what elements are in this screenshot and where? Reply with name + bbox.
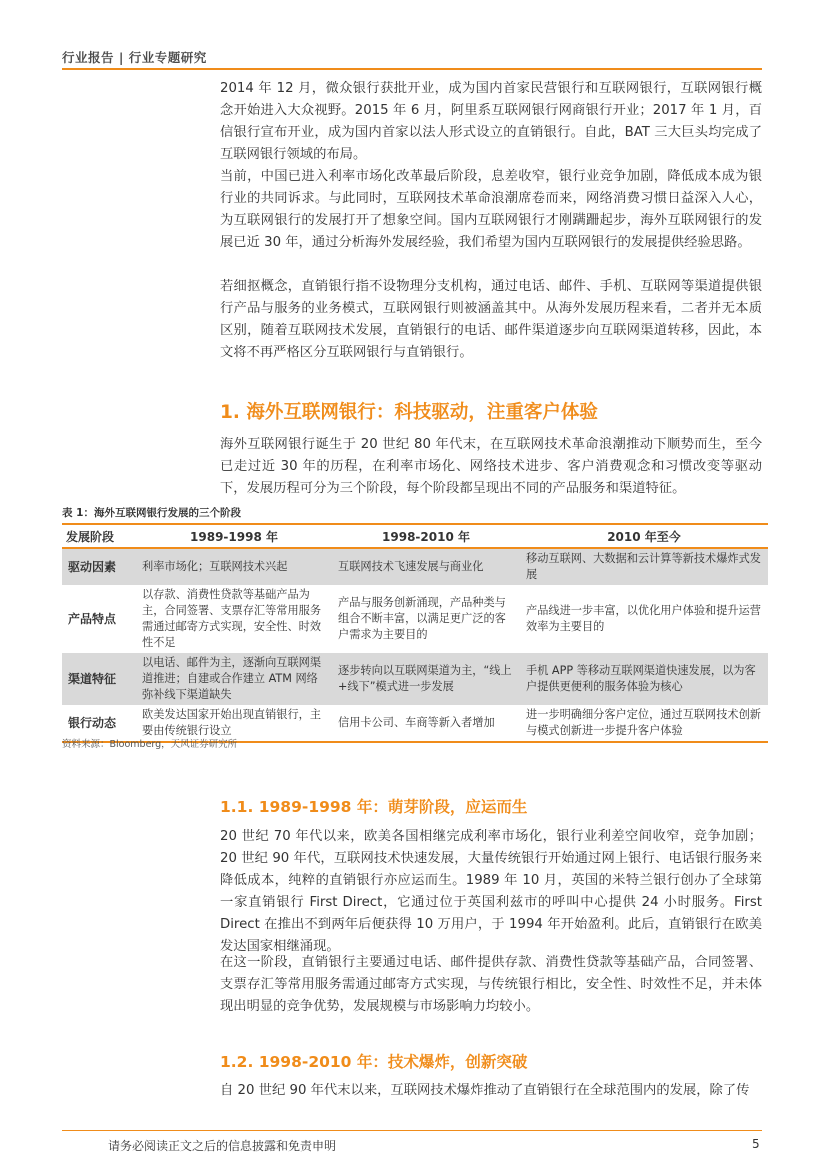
- table-cell: 手机 APP 等移动互联网渠道快速发展，以为客户提供更便利的服务体验为核心: [520, 653, 768, 705]
- subsection-paragraph: 自 20 世纪 90 年代末以来，互联网技术爆炸推动了直销银行在全球范围内的发展，除了传: [220, 1083, 750, 1098]
- table-row-label: 驱动因素: [62, 548, 136, 585]
- table-cell: 欧美发达国家开始出现直销银行，主要由传统银行设立: [142, 708, 322, 737]
- intro-paragraph: 2014 年 12 月，微众银行获批开业，成为国内首家民营银行和互联网银行，互联网银行概念开始进入大众视野。2015 年 6 月，阿里系互联网银行网商银行开业；2017 年 1 月，百信银行宣布开业，成为国内首家以法人形式设立的直销银行。自此，BAT 三大巨头均完成了互联网银行领域的布局。: [220, 81, 762, 162]
- table-row: [62, 548, 768, 585]
- table-cell: 移动互联网、大数据和云计算等新技术爆炸式发展: [520, 548, 768, 585]
- table-header-cell: 发展阶段: [62, 524, 136, 548]
- table-caption: 表 1：海外互联网银行发展的三个阶段: [62, 507, 241, 519]
- subsection-heading: 1.1. 1989-1998 年：萌芽阶段，应运而生: [220, 798, 528, 816]
- table-row-label: 渠道特征: [62, 653, 136, 705]
- header-divider: [62, 68, 762, 70]
- table-header-cell: 1998-2010 年: [332, 524, 520, 548]
- footer-divider: [62, 1130, 762, 1131]
- intro-paragraph: 若细抠概念，直销银行指不设物理分支机构，通过电话、邮件、手机、互联网等渠道提供银行产品与服务的业务模式，互联网银行则被涵盖其中。从海外发展历程来看，二者并无本质区别，随着互联网技术发展，直销银行的电话、邮件渠道逐步向互联网渠道转移，因此，本文将不再严格区分互联网银行与直销银行。: [220, 279, 762, 360]
- table-cell: 产品与服务创新涌现，产品种类与组合不断丰富，以满足更广泛的客户需求为主要目的: [338, 596, 506, 641]
- table-header-row: [62, 524, 768, 548]
- section-heading: 1. 海外互联网银行：科技驱动，注重客户体验: [220, 402, 598, 423]
- subsection-heading: 1.2. 1998-2010 年：技术爆炸，创新突破: [220, 1053, 528, 1071]
- table-row: [62, 653, 768, 705]
- page-header: [62, 44, 762, 70]
- table-cell: 利率市场化；互联网技术兴起: [136, 548, 332, 585]
- subsection-paragraph: 20 世纪 70 年代以来，欧美各国相继完成利率市场化，银行业利差空间收窄，竞争加剧；20 世纪 90 年代，互联网技术快速发展，大量传统银行开始通过网上银行、电话银行服务来降低成本，纯粹的直销银行亦应运而生。1989 年 10 月，英国的米特兰银行创办了全球第一家直销银行 First Direct，它通过位于英国利兹市的呼叫中心提供 24 小时服务。First Direct 在推出不到两年后便获得 10 万用户，于 1994 年开始盈利。此后，直销银行在欧美发达国家相继涌现。: [220, 829, 762, 954]
- table-cell: 逐步转向以互联网渠道为主，“线上+线下”模式进一步发展: [332, 653, 520, 705]
- table-row-label: 银行动态: [68, 716, 117, 730]
- table-header-cell: 2010 年至今: [520, 524, 768, 548]
- header-title: 行业报告 | 行业专题研究: [62, 50, 207, 65]
- table-cell: 信用卡公司、车商等新入者增加: [338, 716, 495, 729]
- section-paragraph: 海外互联网银行诞生于 20 世纪 80 年代末，在互联网技术革命浪潮推动下顺势而生，至今已走过近 30 年的历程，在利率市场化、网络技术进步、客户消费观念和习惯改变等驱动下，发展历程可分为三个阶段，每个阶段都呈现出不同的产品服务和渠道特征。: [220, 437, 762, 496]
- table-cell: 以存款、消费性贷款等基础产品为主，合同签署、支票存汇等常用服务需通过邮寄方式实现，安全性、时效性不足: [142, 588, 322, 649]
- table-header-cell: 1989-1998 年: [136, 524, 332, 548]
- table-cell: 互联网技术飞速发展与商业化: [332, 548, 520, 585]
- table-source: 资料来源：Bloomberg，天风证券研究所: [62, 739, 238, 750]
- table-cell: 产品线进一步丰富，以优化用户体验和提升运营效率为主要目的: [526, 604, 761, 633]
- footer-disclaimer: 请务必阅读正文之后的信息披露和免责申明: [108, 1139, 337, 1153]
- table-row-label: 产品特点: [68, 612, 117, 626]
- stages-table: [62, 523, 768, 743]
- subsection-paragraph: 在这一阶段，直销银行主要通过电话、邮件提供存款、消费性贷款等基础产品，合同签署、支票存汇等常用服务需通过邮寄方式实现，与传统银行相比，安全性、时效性不足，并未体现出明显的竞争优势，发展规模与市场影响力均较小。: [220, 955, 762, 1014]
- page-number: 5: [752, 1137, 760, 1151]
- table-row: [62, 585, 768, 653]
- table-cell: 以电话、邮件为主，逐渐向互联网渠道推进；自建或合作建立 ATM 网络弥补线下渠道缺失: [136, 653, 332, 705]
- intro-paragraph: 当前，中国已进入利率市场化改革最后阶段，息差收窄，银行业竞争加剧，降低成本成为银行业的共同诉求。与此同时，互联网技术革命浪潮席卷而来，网络消费习惯日益深入人心，为互联网银行的发展打开了想象空间。国内互联网银行才刚蹒跚起步，海外互联网银行的发展已近 30 年，通过分析海外发展经验，我们希望为国内互联网银行的发展提供经验思路。: [220, 169, 762, 250]
- table-cell: 进一步明确细分客户定位，通过互联网技术创新与模式创新进一步提升客户体验: [526, 708, 761, 737]
